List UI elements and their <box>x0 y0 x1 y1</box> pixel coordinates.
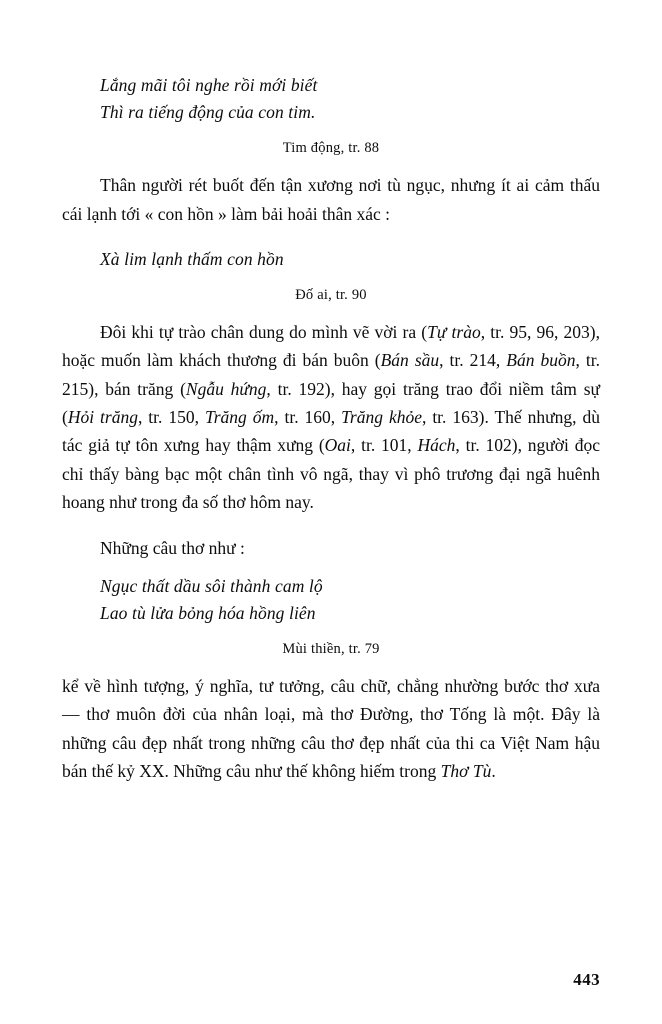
text-run: , tr. 163). Thế nhưng, dù tác giả tự tôn xưng hay thậm xưng ( <box>62 407 600 456</box>
title-italic: Thơ Tù <box>440 761 492 782</box>
title-italic: Trăng ốm <box>204 407 275 428</box>
title-italic: Bán buồn <box>506 350 576 371</box>
text-run: , tr. 160, <box>274 407 342 428</box>
title-italic: Bán sầu <box>380 350 440 371</box>
paragraph-1: Thân người rét buốt đến tận xương nơi tù ngục, nhưng ít ai cảm thấu cái lạnh tới « con hồn » làm bải hoải thân xác : <box>62 175 600 224</box>
title-italic: Ngẫu hứng <box>185 378 267 399</box>
poem-quote-2 <box>100 246 600 273</box>
title-italic: Tự trào <box>427 322 481 343</box>
citation-3: Mùi thiền, tr. 79 <box>282 641 380 658</box>
text-run: , tr. 95, 96, 203), hoặc muốn làm khách thương đi bán buôn ( <box>62 322 601 371</box>
poem-line: Thì ra tiếng động của con tim. <box>100 102 316 123</box>
page-number: 443 <box>573 970 600 989</box>
paragraph-4 <box>62 672 600 785</box>
poem-quote-3 <box>100 573 600 627</box>
spacer <box>62 228 600 246</box>
text-run: , tr. 215), bán trăng ( <box>62 350 600 399</box>
paragraph-2 <box>62 318 600 516</box>
poem-line: Lắng mãi tôi nghe rồi mới biết <box>100 75 318 95</box>
poem-line: Lao tù lửa bỏng hóa hồng liên <box>100 602 316 623</box>
title-italic: Trăng khỏe <box>341 407 422 428</box>
title-italic: Hỏi trăng <box>67 407 138 428</box>
citation-1: Tim động, tr. 88 <box>282 140 380 157</box>
spacer <box>62 563 600 573</box>
title-italic: Hách <box>417 435 456 456</box>
poem-quote-1 <box>100 72 600 126</box>
text-run: , tr. 102), người đọc chỉ thấy bàng bạc một chân tình vô ngã, thay vì phô trương đại ngã huênh hoang như trong đa số thơ hôm nay. <box>62 435 600 513</box>
citation-2: Đố ai, tr. 90 <box>295 287 367 304</box>
text-run: , tr. 101, <box>350 435 418 456</box>
text-run: kể về hình tượng, ý nghĩa, tư tưởng, câu chữ, chẳng nhường bước thơ xưa — thơ muôn đời của nhân loại, mà thơ Đường, thơ Tống là một. Đây là những câu đẹp nhất trong những câu thơ đẹp nhất của thi ca Việt Nam hậu bán thế kỷ XX. Những câu như thế không hiếm trong <box>62 676 600 782</box>
title-italic: Oai <box>324 435 351 456</box>
paragraph-3: Những câu thơ như : <box>100 538 245 559</box>
poem-line: Ngục thất dầu sôi thành cam lộ <box>100 575 323 596</box>
text-run: , tr. 150, <box>137 407 205 428</box>
spacer <box>62 516 600 534</box>
text-run: , tr. 214, <box>439 350 507 371</box>
text-run: . <box>491 761 496 782</box>
text-run: Đôi khi tự trào chân dung do mình vẽ vời ra ( <box>100 322 428 343</box>
poem-line: Xà lim lạnh thấm con hồn <box>100 248 284 269</box>
text-run: , tr. 192), hay gọi trăng trao đổi niềm tâm sự ( <box>62 378 600 428</box>
